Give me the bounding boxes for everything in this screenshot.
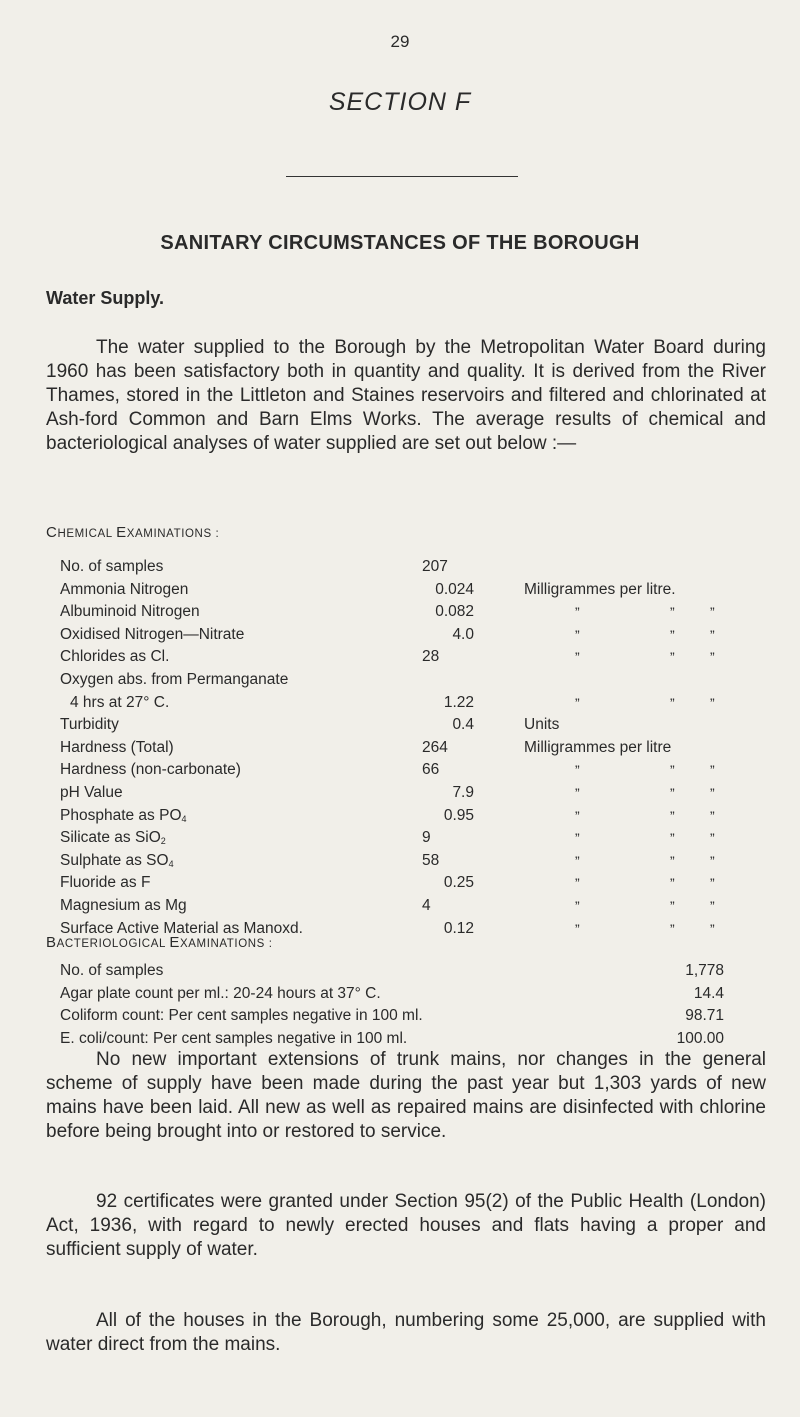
row-value: 14.4 (693, 984, 724, 1002)
water-supply-heading: Water Supply. (46, 288, 165, 308)
ditto-mark: ” (575, 852, 580, 869)
table-row (60, 872, 760, 895)
ditto-mark: ” (670, 762, 675, 779)
chemical-table (60, 556, 760, 940)
row-label: Hardness (Total) (60, 738, 174, 756)
row-value: 98.71 (685, 1007, 724, 1025)
bacteriological-examinations-heading (46, 934, 273, 951)
row-value: 0.12 (443, 919, 474, 937)
table-row (60, 669, 760, 714)
ditto-mark: ” (710, 784, 715, 801)
row-unit: Milligrammes per litre (524, 738, 672, 756)
heading-initial: E (116, 524, 127, 541)
ditto-mark: ” (670, 649, 675, 666)
row-value: 4 (422, 896, 431, 914)
subscript: 2 (160, 836, 166, 847)
table-row (60, 714, 760, 737)
row-label (60, 669, 288, 714)
ditto-mark: ” (670, 694, 675, 711)
subscript: 4 (168, 858, 174, 869)
row-value: 100.00 (676, 1029, 724, 1047)
row-label-text: Sulphate as SO (60, 851, 169, 869)
row-label: Hardness (non-carbonate) (60, 761, 241, 779)
divider-rule (286, 176, 518, 177)
heading-rest: ACTERIOLOGICAL (56, 938, 170, 950)
table-row (60, 737, 760, 760)
row-value: 207 (422, 558, 448, 575)
row-value: 9 (422, 829, 431, 847)
table-row (60, 1028, 760, 1051)
table-row (60, 850, 760, 873)
ditto-mark: ” (710, 604, 715, 621)
heading-rest: XAMINATIONS : (179, 938, 273, 950)
ditto-mark: ” (575, 604, 580, 621)
heading-rest: HEMICAL (57, 528, 117, 540)
ditto-mark: ” (575, 649, 580, 666)
heading-initial: E (169, 934, 180, 951)
row-label-line: 4 hrs at 27° C. (70, 693, 170, 711)
ditto-mark: ” (710, 897, 715, 914)
table-row (60, 895, 760, 918)
row-value: 264 (422, 738, 448, 756)
row-label-text: Silicate as SiO (60, 829, 161, 847)
ditto-mark: ” (710, 920, 715, 937)
heading-initial: C (46, 524, 58, 541)
heading-rest: XAMINATIONS : (126, 528, 220, 540)
row-value: 0.4 (452, 716, 474, 734)
ditto-mark: ” (575, 875, 580, 892)
row-label-text: Phosphate as PO (60, 806, 182, 824)
ditto-mark: ” (575, 807, 580, 824)
ditto-mark: ” (670, 604, 675, 621)
houses-paragraph: All of the houses in the Borough, numbering some 25,000, are supplied with water direct from the mains. (46, 1310, 766, 1355)
table-row (60, 805, 760, 828)
table-row (60, 1005, 760, 1028)
table-row (60, 782, 760, 805)
row-label: Albuminoid Nitrogen (60, 603, 200, 621)
row-unit: Units (524, 716, 560, 734)
main-heading: SANITARY CIRCUMSTANCES OF THE BOROUGH (160, 232, 640, 254)
subscript: 4 (181, 813, 187, 824)
ditto-mark: ” (575, 694, 580, 711)
row-label: Oxidised Nitrogen—Nitrate (60, 625, 245, 643)
row-label: Ammonia Nitrogen (60, 580, 189, 598)
ditto-mark: ” (575, 920, 580, 937)
ditto-mark: ” (670, 784, 675, 801)
certificates-paragraph: 92 certificates were granted under Section 95(2) of the Public Health (London) Act, 1936, with regard to newly erected houses and flats having a proper and sufficient supply of water. (46, 1191, 766, 1260)
row-value: 0.082 (435, 603, 474, 621)
row-label: E. coli/count: Per cent samples negative in 100 ml. (60, 1029, 408, 1047)
row-label: Surface Active Material as Manoxd. (60, 919, 303, 937)
row-label: Coliform count: Per cent samples negative in 100 ml. (60, 1007, 423, 1025)
intro-paragraph: The water supplied to the Borough by the Metropolitan Water Board during 1960 has been satisfactory both in quantity and quality. It is derived from the River Thames, stored in the Littleton and Staines reservoirs and filtered and chlorinated at Ash-ford Common and Barn Elms Works. The average results of chemical and bacteriological analyses of water supplied are set out below :— (46, 337, 766, 454)
ditto-mark: ” (670, 897, 675, 914)
row-label: Agar plate count per ml.: 20-24 hours at 37° C. (60, 984, 381, 1002)
ditto-mark: ” (710, 875, 715, 892)
table-row (60, 983, 760, 1006)
ditto-mark: ” (710, 626, 715, 643)
ditto-mark: ” (670, 830, 675, 847)
ditto-mark: ” (670, 626, 675, 643)
row-value: 1.22 (443, 693, 474, 711)
ditto-mark: ” (710, 694, 715, 711)
row-value: 58 (422, 851, 440, 869)
row-value: 28 (422, 648, 440, 666)
ditto-mark: ” (670, 920, 675, 937)
ditto-mark: ” (575, 784, 580, 801)
table-row (60, 579, 760, 602)
section-title: SECTION F (328, 88, 472, 116)
table-row (60, 601, 760, 624)
row-label: Fluoride as F (60, 874, 151, 892)
table-row (60, 646, 760, 669)
ditto-mark: ” (670, 852, 675, 869)
table-row (60, 960, 760, 983)
ditto-mark: ” (710, 807, 715, 824)
ditto-mark: ” (575, 897, 580, 914)
heading-initial: B (46, 934, 57, 951)
ditto-mark: ” (710, 852, 715, 869)
row-label: pH Value (60, 783, 123, 801)
bacteriological-table (60, 960, 760, 1050)
row-unit: Milligrammes per litre. (524, 580, 676, 598)
page-number: 29 (390, 32, 410, 51)
ditto-mark: ” (710, 830, 715, 847)
row-label-line: Oxygen abs. from Permanganate (60, 670, 289, 688)
row-value: 66 (422, 761, 440, 779)
table-row (60, 759, 760, 782)
row-value: 1,778 (685, 962, 724, 979)
ditto-mark: ” (710, 762, 715, 779)
ditto-mark: ” (575, 830, 580, 847)
table-row (60, 556, 760, 579)
row-label: No. of samples (60, 558, 164, 575)
row-label: Turbidity (60, 716, 119, 734)
ditto-mark: ” (710, 649, 715, 666)
row-label: Chlorides as Cl. (60, 648, 170, 666)
ditto-mark: ” (575, 626, 580, 643)
row-label: Magnesium as Mg (60, 896, 187, 914)
row-value: 0.024 (435, 580, 474, 598)
row-label: No. of samples (60, 962, 164, 979)
table-row (60, 624, 760, 647)
row-value: 4.0 (452, 625, 474, 643)
row-value: 0.95 (443, 806, 474, 824)
row-value: 7.9 (452, 783, 474, 801)
chemical-examinations-heading (46, 524, 219, 541)
row-value: 0.25 (443, 874, 474, 892)
ditto-mark: ” (575, 762, 580, 779)
ditto-mark: ” (670, 807, 675, 824)
mains-paragraph: No new important extensions of trunk mains, nor changes in the general scheme of supply have been made during the past year but 1,303 yards of new mains have been laid. All new as well as repaired mains are disinfected with chlorine before being brought into or restored to service. (46, 1049, 766, 1142)
table-row (60, 827, 760, 850)
ditto-mark: ” (670, 875, 675, 892)
